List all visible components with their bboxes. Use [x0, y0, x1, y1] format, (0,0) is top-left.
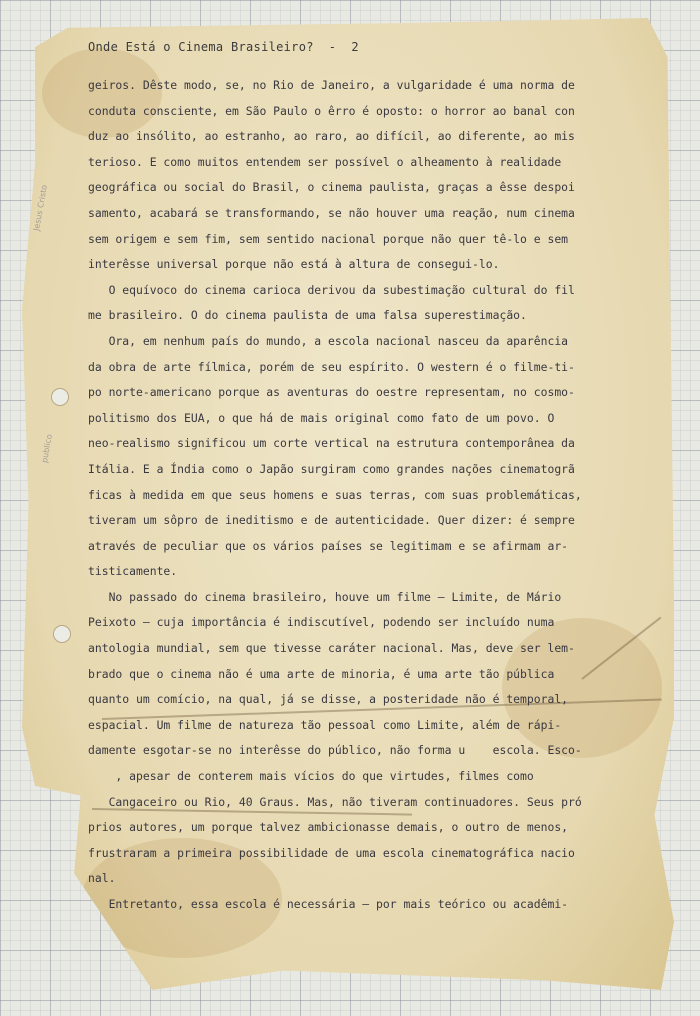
text-line: brado que o cinema não é uma arte de minoria, é uma arte tão pública: [88, 666, 555, 681]
text-line: antologia mundial, sem que tivesse caráter nacional. Mas, deve ser lem-: [88, 641, 575, 656]
text-line: Ora, em nenhum país do mundo, a escola nacional nasceu da aparência: [88, 333, 569, 348]
text-line: frustraram a primeira possibilidade de uma escola cinematográfica nacio: [88, 845, 575, 860]
text-line: sem origem e sem fim, sem sentido nacional porque não quer tê-lo e sem: [88, 231, 569, 246]
text-line: prios autores, um porque talvez ambicionasse demais, o outro de menos,: [88, 820, 569, 835]
text-line: No passado do cinema brasileiro, houve um filme — Limite, de Mário: [88, 589, 562, 604]
text-line: duz ao insólito, ao estranho, ao raro, ao difícil, ao diferente, ao mis: [88, 129, 575, 144]
text-line: quanto um comício, na qual, já se disse, a posteridade não é temporal,: [88, 692, 569, 707]
text-line: ficas à medida em que seus homens e suas terras, com suas problemáticas,: [88, 487, 582, 502]
text-line: terioso. E como muitos entendem ser possível o alheamento à realidade: [88, 154, 562, 169]
page-header: Onde Está o Cinema Brasileiro? - 2: [88, 40, 359, 54]
text-line: tiveram um sôpro de ineditismo e de autenticidade. Quer dizer: é sempre: [88, 513, 575, 528]
text-line: Itália. E a Índia como o Japão surgiram como grandes nações cinematogrã: [88, 461, 575, 476]
text-line: tisticamente.: [88, 564, 178, 579]
text-line: geográfica ou social do Brasil, o cinema paulista, graças a êsse despoi: [88, 180, 575, 195]
text-line: O equívoco do cinema carioca derivou da subestimação cultural do fil: [88, 282, 575, 297]
text-line: através de peculiar que os vários países se legitimam e se afirmam ar-: [88, 538, 569, 553]
margin-note: publico: [40, 433, 54, 464]
text-line: , apesar de conterem mais vícios do que virtudes, filmes como: [88, 769, 534, 784]
text-line: po norte-americano porque as aventuras do oestre representam, no cosmo-: [88, 385, 575, 400]
text-line: nal.: [88, 871, 116, 886]
margin-note: Jesus Cristo: [32, 184, 49, 232]
text-line: me brasileiro. O do cinema paulista de uma falsa superestimação.: [88, 308, 527, 323]
text-line: da obra de arte fílmica, porém de seu espírito. O western é o filme-ti-: [88, 359, 575, 374]
text-line: politismo dos EUA, o que há de mais original como fato de um povo. O: [88, 410, 555, 425]
text-line: interêsse universal porque não está à altura de consegui-lo.: [88, 257, 500, 272]
typed-body-text: [88, 73, 660, 918]
punch-hole: [51, 388, 69, 406]
text-line: Entretanto, essa escola é necessária — por mais teórico ou acadêmi-: [88, 897, 569, 911]
text-line: Peixoto — cuja importância é indiscutível, podendo ser incluído numa: [88, 615, 555, 630]
text-line: geiros. Dêste modo, se, no Rio de Janeiro, a vulgaridade é uma norma de: [88, 78, 575, 92]
text-line: neo-realismo significou um corte vertical na estrutura contemporânea da: [88, 436, 575, 451]
text-line: Cangaceiro ou Rio, 40 Graus. Mas, não tiveram continuadores. Seus pró: [88, 794, 582, 809]
punch-hole: [53, 625, 71, 643]
text-line: espacial. Um filme de natureza tão pessoal como Limite, além de rápi-: [88, 717, 562, 732]
text-line: damente esgotar-se no interêsse do público, não forma u escola. Esco-: [88, 743, 582, 758]
text-line: samento, acabará se transformando, se não houver uma reação, num cinema: [88, 205, 575, 220]
text-line: conduta consciente, em São Paulo o êrro é oposto: o horror ao banal con: [88, 103, 575, 118]
